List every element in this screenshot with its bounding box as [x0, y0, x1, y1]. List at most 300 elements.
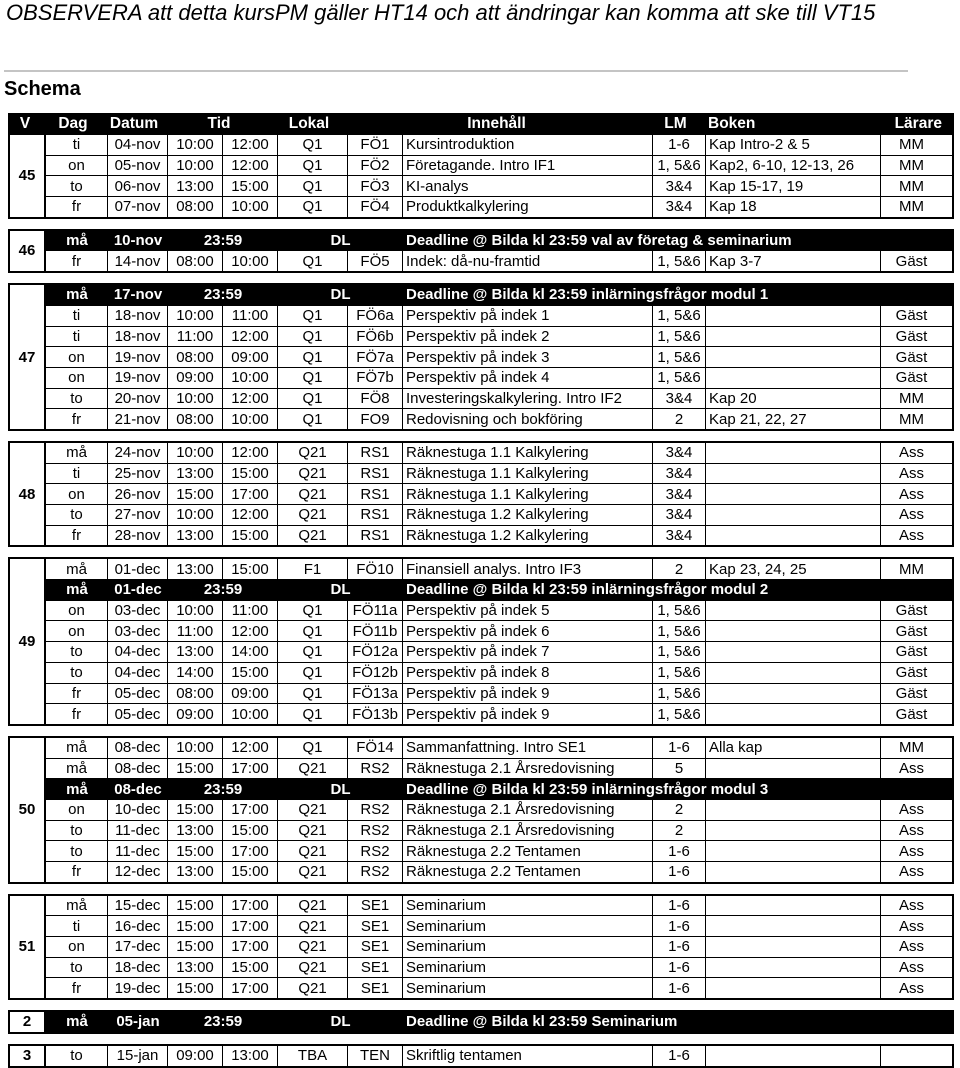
- cell-larare: Gäst: [895, 705, 928, 723]
- cell-innehall: Räknestuga 2.1 Årsredovisning: [403, 821, 653, 841]
- header-innehall: Innehåll: [467, 115, 526, 132]
- cell-innehall: Räknestuga 1.2 Kalkylering: [403, 526, 653, 546]
- cell-kod: RS2: [348, 800, 403, 820]
- cell-boken: Kap 15-17, 19: [706, 176, 881, 196]
- cell-larare: MM: [899, 177, 924, 195]
- header-boken: Boken: [708, 115, 756, 132]
- cell-lokal: Q1: [278, 197, 348, 217]
- header-lokal: Lokal: [288, 115, 330, 132]
- cell-start: 10:00: [168, 738, 223, 758]
- horizontal-rule: [4, 70, 908, 72]
- cell-dag: må: [46, 443, 108, 463]
- cell-larare: Ass: [898, 938, 924, 956]
- table-row: [46, 800, 952, 821]
- cell-innehall: Perspektiv på indek 3: [403, 347, 653, 367]
- cell-lokal: Q21: [278, 958, 348, 978]
- table-row: [46, 347, 952, 368]
- cell-slut: 17:00: [223, 978, 278, 998]
- cell-lm: 3&4: [653, 176, 706, 196]
- cell-slut: 17:00: [223, 841, 278, 861]
- cell-dag: må: [46, 738, 108, 758]
- week-rows: [46, 135, 952, 217]
- cell-datum: 08-dec: [114, 780, 162, 798]
- cell-slut: 17:00: [223, 937, 278, 957]
- cell-boken: [706, 505, 881, 525]
- table-row: [46, 306, 952, 327]
- cell-innehall: Perspektiv på indek 2: [403, 327, 653, 347]
- cell-lokal: Q1: [278, 621, 348, 641]
- cell-dag: on: [46, 937, 108, 957]
- table-row: [46, 821, 952, 842]
- cell-boken: Alla kap: [706, 738, 881, 758]
- cell-larare: Ass: [898, 801, 924, 819]
- cell-deadline-text: Deadline @ Bilda kl 23:59 inlärningsfrågor modul 2: [406, 581, 769, 599]
- cell-larare: Ass: [898, 464, 924, 482]
- cell-kod: SE1: [348, 937, 403, 957]
- course-notice: OBSERVERA att detta kursPM gäller HT14 och att ändringar kan komma att ske till VT15: [6, 0, 876, 25]
- cell-start: 15:00: [168, 484, 223, 504]
- cell-lm: 3&4: [653, 484, 706, 504]
- week-block: [8, 894, 954, 1000]
- cell-larare: Ass: [898, 444, 924, 462]
- week-block: [8, 441, 954, 547]
- cell-lm: 1, 5&6: [653, 251, 706, 271]
- cell-innehall: Kursintroduktion: [403, 135, 653, 155]
- cell-boken: [706, 759, 881, 779]
- cell-larare: MM: [899, 157, 924, 175]
- cell-lokal: Q1: [278, 704, 348, 724]
- cell-innehall: Perspektiv på indek 6: [403, 621, 653, 641]
- cell-kod: FÖ13a: [348, 684, 403, 704]
- cell-slut: 10:00: [223, 197, 278, 217]
- cell-dag: on: [46, 368, 108, 388]
- table-row: [46, 704, 952, 724]
- cell-start: 08:00: [168, 347, 223, 367]
- table-row: [46, 1046, 952, 1066]
- cell-lm: 3&4: [653, 389, 706, 409]
- week-rows: [46, 559, 952, 724]
- cell-boken: [706, 937, 881, 957]
- table-row: [46, 841, 952, 862]
- cell-boken: [706, 916, 881, 936]
- cell-start: 08:00: [168, 197, 223, 217]
- cell-innehall: KI-analys: [403, 176, 653, 196]
- cell-datum: 01-dec: [114, 581, 162, 599]
- cell-dag: ti: [46, 464, 108, 484]
- cell-larare: Gäst: [895, 369, 928, 387]
- cell-kod: RS1: [348, 505, 403, 525]
- cell-dag: må: [46, 759, 108, 779]
- cell-start: 11:00: [168, 327, 223, 347]
- cell-innehall: Seminarium: [403, 916, 653, 936]
- cell-lm: 3&4: [653, 505, 706, 525]
- cell-datum: 03-dec: [108, 621, 168, 641]
- cell-innehall: Finansiell analys. Intro IF3: [403, 559, 653, 579]
- cell-innehall: Perspektiv på indek 8: [403, 663, 653, 683]
- cell-innehall: Räknestuga 2.2 Tentamen: [403, 841, 653, 861]
- table-row: [46, 251, 952, 271]
- cell-slut: 15:00: [223, 821, 278, 841]
- cell-datum: 05-dec: [108, 704, 168, 724]
- deadline-row: [46, 580, 952, 601]
- cell-datum: 11-dec: [108, 821, 168, 841]
- cell-innehall: Seminarium: [403, 937, 653, 957]
- cell-start: 11:00: [168, 621, 223, 641]
- cell-datum: 19-dec: [108, 978, 168, 998]
- week-block: [8, 229, 954, 273]
- cell-start: 10:00: [168, 505, 223, 525]
- week-rows: [46, 285, 952, 429]
- cell-lm: 5: [653, 759, 706, 779]
- cell-boken: Kap2, 6-10, 12-13, 26: [706, 156, 881, 176]
- week-number: 45: [10, 135, 46, 217]
- table-row: [46, 484, 952, 505]
- cell-lokal: Q1: [278, 409, 348, 429]
- cell-lokal: Q21: [278, 821, 348, 841]
- cell-datum: 19-nov: [108, 368, 168, 388]
- cell-boken: [706, 347, 881, 367]
- cell-innehall: Perspektiv på indek 5: [403, 601, 653, 621]
- cell-start: 10:00: [168, 156, 223, 176]
- cell-innehall: Sammanfattning. Intro SE1: [403, 738, 653, 758]
- cell-start: 15:00: [168, 916, 223, 936]
- cell-start: 13:00: [168, 958, 223, 978]
- cell-lokal: Q1: [278, 251, 348, 271]
- table-row: [46, 958, 952, 979]
- cell-lm: 1, 5&6: [653, 306, 706, 326]
- table-row: [46, 559, 952, 580]
- cell-slut: 15:00: [223, 663, 278, 683]
- week-number: 48: [10, 443, 46, 545]
- cell-dag: fr: [46, 704, 108, 724]
- cell-deadline-text: Deadline @ Bilda kl 23:59 inlärningsfrågor modul 1: [406, 286, 769, 304]
- cell-dag: on: [46, 621, 108, 641]
- cell-innehall: Räknestuga 2.1 Årsredovisning: [403, 800, 653, 820]
- week-rows: [46, 443, 952, 545]
- cell-datum: 04-nov: [108, 135, 168, 155]
- cell-boken: [706, 821, 881, 841]
- cell-datum: 24-nov: [108, 443, 168, 463]
- cell-slut: 15:00: [223, 958, 278, 978]
- week-rows: [46, 738, 952, 882]
- cell-datum: 08-dec: [108, 759, 168, 779]
- cell-lm: 1, 5&6: [653, 684, 706, 704]
- cell-boken: [706, 1046, 881, 1066]
- week-block: [8, 736, 954, 884]
- cell-slut: 15:00: [223, 176, 278, 196]
- cell-slut: 09:00: [223, 684, 278, 704]
- cell-innehall: Redovisning och bokföring: [403, 409, 653, 429]
- cell-lokal: Q1: [278, 347, 348, 367]
- cell-dag: ti: [46, 306, 108, 326]
- cell-lm: 3&4: [653, 443, 706, 463]
- cell-larare: Gäst: [895, 684, 928, 702]
- table-row: [46, 937, 952, 958]
- cell-boken: [706, 800, 881, 820]
- cell-dag: ti: [46, 916, 108, 936]
- cell-innehall: Seminarium: [403, 896, 653, 916]
- cell-larare: Gäst: [895, 307, 928, 325]
- cell-lm: 1, 5&6: [653, 347, 706, 367]
- cell-boken: [706, 484, 881, 504]
- cell-lm: 1-6: [653, 916, 706, 936]
- cell-kod: RS1: [348, 443, 403, 463]
- cell-boken: [706, 663, 881, 683]
- cell-dag: må: [66, 780, 88, 798]
- cell-kod: FÖ2: [348, 156, 403, 176]
- week-block: [8, 557, 954, 726]
- cell-datum: 25-nov: [108, 464, 168, 484]
- cell-lm: 3&4: [653, 464, 706, 484]
- cell-slut: 12:00: [223, 621, 278, 641]
- cell-dag: fr: [46, 862, 108, 882]
- cell-lm: 1, 5&6: [653, 621, 706, 641]
- cell-datum: 17-dec: [108, 937, 168, 957]
- cell-boken: [706, 704, 881, 724]
- cell-boken: Kap 18: [706, 197, 881, 217]
- cell-dag: to: [46, 958, 108, 978]
- table-row: [46, 197, 952, 217]
- cell-lokal: Q1: [278, 176, 348, 196]
- cell-start: 15:00: [168, 896, 223, 916]
- cell-lm: 1-6: [653, 896, 706, 916]
- cell-innehall: Räknestuga 2.2 Tentamen: [403, 862, 653, 882]
- cell-kod: RS2: [348, 821, 403, 841]
- table-row: [46, 368, 952, 389]
- table-row: [46, 389, 952, 410]
- cell-lm: 3&4: [653, 526, 706, 546]
- cell-lokal: Q21: [278, 464, 348, 484]
- week-number: 49: [10, 559, 46, 724]
- cell-lokal: Q1: [278, 663, 348, 683]
- week-number: 2: [10, 1012, 46, 1032]
- cell-dag: fr: [46, 684, 108, 704]
- cell-slut: 09:00: [223, 347, 278, 367]
- table-row: [46, 738, 952, 759]
- cell-boken: Kap 3-7: [706, 251, 881, 271]
- cell-kod: DL: [330, 1013, 351, 1031]
- cell-kod: RS1: [348, 484, 403, 504]
- week-rows: [46, 896, 952, 998]
- week-block: [8, 135, 954, 219]
- table-row: [46, 505, 952, 526]
- table-row: [46, 759, 952, 780]
- cell-lm: 1-6: [653, 978, 706, 998]
- cell-start: 09:00: [168, 368, 223, 388]
- cell-innehall: Seminarium: [403, 978, 653, 998]
- cell-larare: Ass: [898, 759, 924, 777]
- cell-kod: FÖ13b: [348, 704, 403, 724]
- cell-innehall: Räknestuga 1.1 Kalkylering: [403, 443, 653, 463]
- cell-larare: Ass: [898, 527, 924, 545]
- table-row: [46, 135, 952, 156]
- cell-boken: [706, 443, 881, 463]
- cell-lm: 1, 5&6: [653, 642, 706, 662]
- cell-dag: on: [46, 601, 108, 621]
- cell-slut: 15:00: [223, 862, 278, 882]
- week-number: 50: [10, 738, 46, 882]
- week-rows: [46, 1046, 952, 1066]
- cell-tid: 23:59: [203, 581, 243, 599]
- cell-lokal: Q1: [278, 135, 348, 155]
- cell-boken: [706, 601, 881, 621]
- cell-larare: Ass: [898, 506, 924, 524]
- cell-larare: Ass: [898, 842, 924, 860]
- cell-lm: 1, 5&6: [653, 663, 706, 683]
- cell-lokal: Q21: [278, 916, 348, 936]
- cell-start: 09:00: [168, 1046, 223, 1066]
- cell-kod: FÖ7a: [348, 347, 403, 367]
- deadline-row: [46, 231, 952, 252]
- cell-datum: 08-dec: [108, 738, 168, 758]
- cell-start: 10:00: [168, 601, 223, 621]
- cell-innehall: Indek: då-nu-framtid: [403, 251, 653, 271]
- cell-boken: [706, 958, 881, 978]
- cell-lokal: Q1: [278, 389, 348, 409]
- cell-slut: 17:00: [223, 484, 278, 504]
- cell-lokal: Q21: [278, 526, 348, 546]
- cell-lm: 1-6: [653, 862, 706, 882]
- cell-dag: må: [46, 559, 108, 579]
- cell-datum: 16-dec: [108, 916, 168, 936]
- cell-lm: 1-6: [653, 1046, 706, 1066]
- cell-kod: FO9: [348, 409, 403, 429]
- schedule-header-row: [8, 113, 954, 135]
- cell-start: 10:00: [168, 306, 223, 326]
- table-row: [46, 684, 952, 705]
- cell-lm: 1, 5&6: [653, 327, 706, 347]
- cell-kod: RS1: [348, 526, 403, 546]
- week-number: 3: [10, 1046, 46, 1066]
- cell-kod: RS1: [348, 464, 403, 484]
- cell-datum: 14-nov: [108, 251, 168, 271]
- cell-dag: må: [46, 896, 108, 916]
- cell-dag: to: [46, 389, 108, 409]
- cell-kod: FÖ5: [348, 251, 403, 271]
- table-row: [46, 621, 952, 642]
- cell-larare: MM: [899, 389, 924, 407]
- cell-lokal: Q21: [278, 896, 348, 916]
- cell-larare: Ass: [898, 959, 924, 977]
- cell-kod: FÖ1: [348, 135, 403, 155]
- cell-boken: [706, 684, 881, 704]
- cell-lm: 1-6: [653, 958, 706, 978]
- cell-lm: 1, 5&6: [653, 156, 706, 176]
- cell-kod: FÖ4: [348, 197, 403, 217]
- cell-kod: FÖ8: [348, 389, 403, 409]
- cell-start: 13:00: [168, 559, 223, 579]
- cell-boken: [706, 464, 881, 484]
- cell-kod: FÖ10: [348, 559, 403, 579]
- cell-lokal: Q21: [278, 759, 348, 779]
- deadline-row: [46, 1012, 952, 1032]
- cell-dag: to: [46, 821, 108, 841]
- cell-kod: DL: [330, 780, 351, 798]
- cell-lm: 2: [653, 409, 706, 429]
- header-tid: Tid: [207, 115, 231, 132]
- cell-slut: 15:00: [223, 559, 278, 579]
- cell-start: 13:00: [168, 862, 223, 882]
- cell-larare: Gäst: [895, 664, 928, 682]
- deadline-row: [46, 779, 952, 800]
- week-rows: [46, 231, 952, 271]
- cell-larare: MM: [899, 560, 924, 578]
- cell-kod: RS2: [348, 862, 403, 882]
- cell-deadline-text: Deadline @ Bilda kl 23:59 val av företag & seminarium: [406, 232, 792, 250]
- cell-datum: 10-dec: [108, 800, 168, 820]
- cell-innehall: Räknestuga 1.1 Kalkylering: [403, 464, 653, 484]
- cell-slut: 10:00: [223, 704, 278, 724]
- cell-lokal: Q21: [278, 443, 348, 463]
- week-block: [8, 1044, 954, 1068]
- cell-start: 10:00: [168, 135, 223, 155]
- cell-kod: SE1: [348, 978, 403, 998]
- cell-innehall: Investeringskalkylering. Intro IF2: [403, 389, 653, 409]
- cell-dag: fr: [46, 197, 108, 217]
- cell-datum: 18-dec: [108, 958, 168, 978]
- cell-larare: Ass: [898, 897, 924, 915]
- cell-slut: 12:00: [223, 135, 278, 155]
- cell-datum: 12-dec: [108, 862, 168, 882]
- cell-boken: [706, 862, 881, 882]
- table-row: [46, 916, 952, 937]
- cell-lokal: Q21: [278, 841, 348, 861]
- cell-innehall: Produktkalkylering: [403, 197, 653, 217]
- cell-lm: 1, 5&6: [653, 704, 706, 724]
- cell-start: 13:00: [168, 176, 223, 196]
- cell-kod: FÖ12a: [348, 642, 403, 662]
- cell-lm: 3&4: [653, 197, 706, 217]
- cell-boken: [706, 306, 881, 326]
- cell-start: 15:00: [168, 759, 223, 779]
- cell-boken: Kap Intro-2 & 5: [706, 135, 881, 155]
- cell-lm: 1, 5&6: [653, 368, 706, 388]
- cell-datum: 15-jan: [108, 1046, 168, 1066]
- table-row: [46, 409, 952, 429]
- cell-larare: Gäst: [895, 643, 928, 661]
- cell-larare: Ass: [898, 821, 924, 839]
- cell-datum: 06-nov: [108, 176, 168, 196]
- cell-kod: FÖ6a: [348, 306, 403, 326]
- cell-innehall: Perspektiv på indek 7: [403, 642, 653, 662]
- cell-larare: Gäst: [895, 348, 928, 366]
- cell-datum: 10-nov: [113, 232, 163, 250]
- cell-boken: [706, 327, 881, 347]
- cell-start: 13:00: [168, 642, 223, 662]
- week-block: [8, 1010, 954, 1034]
- cell-dag: on: [46, 347, 108, 367]
- cell-innehall: Räknestuga 2.1 Årsredovisning: [403, 759, 653, 779]
- cell-dag: to: [46, 505, 108, 525]
- cell-lm: 2: [653, 800, 706, 820]
- cell-lm: 1-6: [653, 841, 706, 861]
- cell-slut: 12:00: [223, 505, 278, 525]
- cell-innehall: Räknestuga 1.1 Kalkylering: [403, 484, 653, 504]
- cell-slut: 14:00: [223, 642, 278, 662]
- cell-lm: 1, 5&6: [653, 601, 706, 621]
- cell-lokal: TBA: [278, 1046, 348, 1066]
- cell-datum: 03-dec: [108, 601, 168, 621]
- cell-kod: DL: [330, 286, 351, 304]
- cell-start: 15:00: [168, 800, 223, 820]
- cell-datum: 07-nov: [108, 197, 168, 217]
- cell-slut: 15:00: [223, 526, 278, 546]
- cell-lm: 2: [653, 821, 706, 841]
- table-row: [46, 862, 952, 882]
- cell-larare: Ass: [898, 917, 924, 935]
- cell-datum: 19-nov: [108, 347, 168, 367]
- cell-dag: on: [46, 484, 108, 504]
